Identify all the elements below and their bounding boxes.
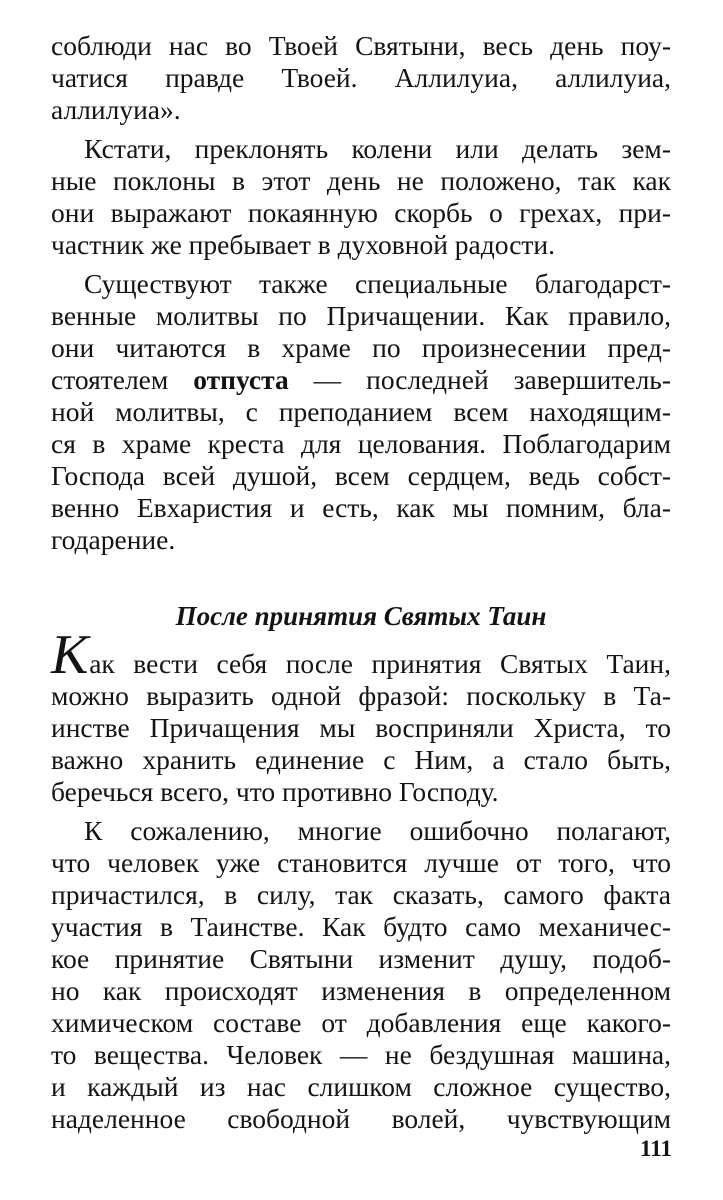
- text-line: Кстати, преклонять колени или делать зем-: [84, 133, 671, 164]
- text-line: то вещества. Человек — не бездушная машина,: [51, 1039, 671, 1070]
- drop-cap: К: [51, 624, 89, 686]
- paragraph-4: [51, 624, 671, 808]
- text-line: Господа всей душой, всем сердцем, ведь собст-: [51, 460, 671, 491]
- section-heading: После принятия Святых Таин: [175, 601, 547, 631]
- text-line: аллилуиа».: [51, 94, 181, 125]
- text-line: инстве Причащения мы восприняли Христа, то: [51, 712, 671, 743]
- text-line: соблюди нас во Твоей Святыни, весь день поу-: [51, 30, 671, 61]
- text-line: Существуют также специальные благодарст-: [84, 268, 671, 299]
- paragraph-2: [51, 133, 671, 261]
- paragraph-1: [51, 30, 671, 126]
- text-line: венно Евхаристия и есть, как мы помним, бла-: [51, 492, 671, 523]
- text-line: они выражают покаянную скорбь о грехах, при-: [51, 197, 671, 228]
- text-line: годарение.: [51, 524, 176, 555]
- text-line: беречься всего, что противно Господу.: [51, 776, 499, 807]
- text-fragment: стоятелем: [51, 364, 194, 395]
- text-line: [51, 364, 671, 396]
- text-line: причастился, в силу, так сказать, самого факта: [51, 879, 671, 910]
- text-line: ные поклоны в этот день не положено, так как: [51, 165, 671, 196]
- page-number: 111: [640, 1136, 672, 1161]
- text-line: химическом составе от добавления еще какого-: [51, 1007, 671, 1038]
- bold-term: отпуста: [193, 364, 289, 395]
- text-line: можно выразить одной фразой: поскольку в Та-: [51, 680, 671, 711]
- text-line: венные молитвы по Причащении. Как правило,: [51, 300, 671, 331]
- text-line: К сожалению, многие ошибочно полагают,: [84, 815, 671, 846]
- text-line: частник же пребывает в духовной радости.: [51, 229, 556, 260]
- text-line: участия в Таинстве. Как будто само механичес-: [51, 911, 671, 942]
- text-fragment: ак вести себя после принятия Святых Таин,: [89, 648, 671, 679]
- text-line: и каждый из нас слишком сложное существо,: [51, 1071, 671, 1102]
- text-line: кое принятие Святыни изменит душу, подоб-: [51, 943, 671, 974]
- text-line: чатися правде Твоей. Аллилуиа, аллилуиа,: [51, 62, 671, 93]
- page-content: [51, 30, 671, 1142]
- text-line: они читаются в храме по произнесении пред-: [51, 332, 671, 363]
- text-fragment: — последней завершитель-: [288, 364, 671, 395]
- text-line: ся в храме креста для целования. Поблагодарим: [51, 428, 671, 459]
- paragraph-5: [51, 815, 671, 1135]
- text-line: что человек уже становится лучше от того, что: [51, 847, 671, 878]
- text-line: ной молитвы, с преподанием всем находящим-: [51, 396, 671, 427]
- paragraph-3: [51, 268, 671, 556]
- text-line: важно хранить единение с Ним, а стало быть,: [51, 744, 671, 775]
- text-line: [51, 624, 671, 686]
- text-line: наделенное свободной волей, чувствующим: [51, 1103, 671, 1134]
- text-line: но как происходят изменения в определенном: [51, 975, 671, 1006]
